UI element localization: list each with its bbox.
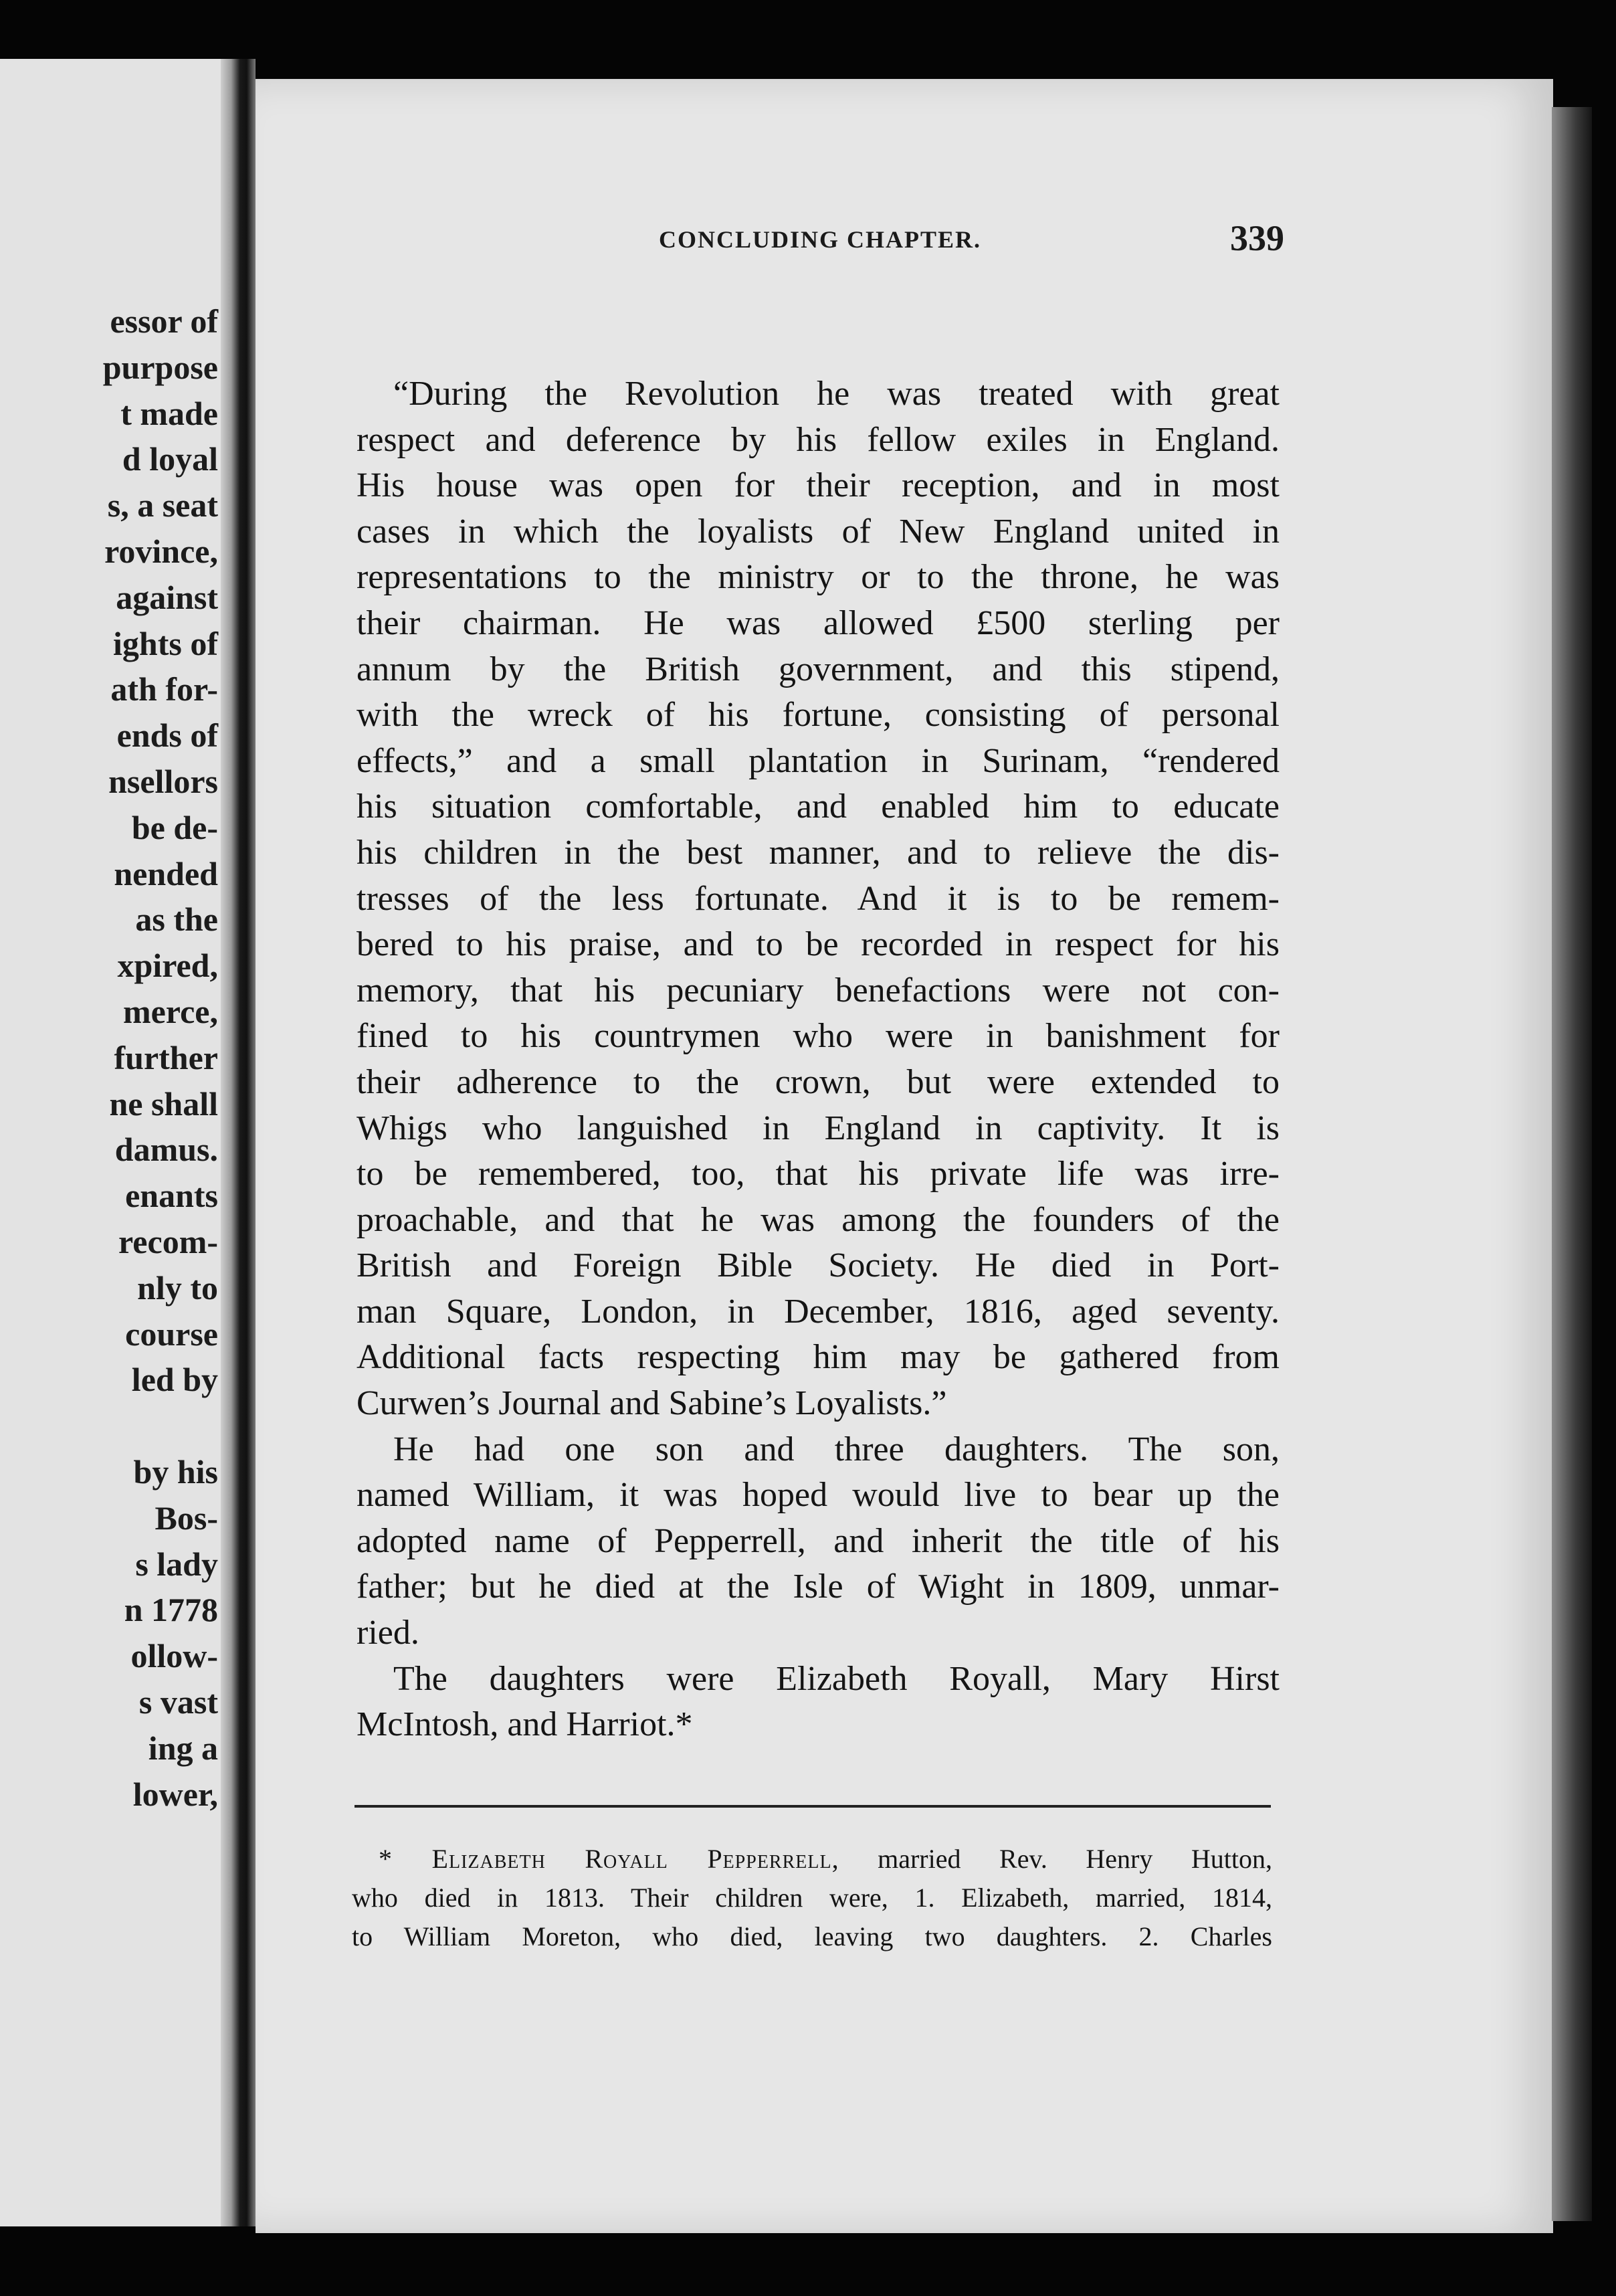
left-page-line: s lady	[135, 1545, 218, 1583]
text-line: to be remembered, too, that his private life was irre-	[357, 1155, 1280, 1193]
left-page-line: Bos-	[155, 1499, 218, 1537]
text-line: adopted name of Pepperrell, and inherit the title of his	[357, 1521, 1280, 1560]
text-line: with the wreck of his fortune, consisting of personal	[357, 696, 1280, 735]
left-page-line: t made	[120, 394, 218, 432]
text-line: proachable, and that he was among the founders of the	[357, 1200, 1280, 1239]
footnote-line: who died in 1813. Their children were, 1. Elizabeth, married, 1814,	[352, 1883, 1272, 1913]
text-line: He had one son and three daughters. The son,	[393, 1430, 1280, 1468]
text-line: tresses of the less fortunate. And it is to be remem-	[357, 879, 1280, 918]
text-line: their adherence to the crown, but were extended to	[357, 1062, 1280, 1101]
text-line: cases in which the loyalists of New England united in	[357, 512, 1280, 551]
left-page-line: ollow-	[130, 1637, 218, 1675]
left-page-line: essor of	[110, 302, 218, 340]
running-head: CONCLUDING CHAPTER.	[659, 226, 982, 253]
left-page-line: ing a	[148, 1729, 218, 1767]
left-page-line: nsellors	[108, 763, 218, 800]
footnote-text: married Rev. Henry Hutton,	[839, 1844, 1272, 1874]
text-line: The daughters were Elizabeth Royall, Mary Hirst	[393, 1659, 1280, 1698]
left-page-line: merce,	[122, 993, 218, 1030]
text-line: Curwen’s Journal and Sabine’s Loyalists.”	[357, 1384, 947, 1423]
left-page-line: enants	[125, 1177, 218, 1215]
left-page-line: course	[125, 1315, 218, 1353]
text-line: effects,” and a small plantation in Surinam, “rendered	[357, 741, 1280, 780]
text-line: his children in the best manner, and to relieve the dis-	[357, 833, 1280, 872]
page-number: 339	[1230, 218, 1284, 258]
text-line: ried.	[357, 1614, 419, 1652]
text-line: annum by the British government, and this stipend,	[357, 650, 1280, 688]
left-page-line: purpose	[102, 348, 218, 386]
left-page-line: ne shall	[109, 1084, 218, 1123]
left-page-line: d loyal	[122, 440, 218, 478]
text-line: bered to his praise, and to be recorded in respect for his	[357, 925, 1280, 964]
left-page-line: against	[116, 578, 218, 616]
text-line: Whigs who languished in England in captivity. It is	[357, 1109, 1280, 1147]
text-line: man Square, London, in December, 1816, aged seventy.	[357, 1292, 1280, 1331]
left-page	[0, 59, 221, 2226]
text-line: fined to his countrymen who were in banishment for	[357, 1017, 1280, 1056]
footnote-rule	[355, 1805, 1271, 1808]
left-page-line: s, a seat	[107, 486, 218, 524]
footnote-line	[352, 1840, 1272, 1879]
left-page-line: as the	[135, 900, 218, 939]
footnote-line: to William Moreton, who died, leaving two daughters. 2. Charles	[352, 1921, 1272, 1951]
body-text	[357, 371, 1280, 1748]
text-line: their chairman. He was allowed £500 sterling per	[357, 603, 1280, 642]
text-line: Additional facts respecting him may be gathered from	[357, 1338, 1280, 1377]
text-line: his situation comfortable, and enabled him to educate	[357, 787, 1280, 826]
left-page-line: lower,	[132, 1775, 218, 1813]
left-page-line: xpired,	[117, 947, 218, 985]
left-page-line: further	[114, 1038, 218, 1076]
left-page-line: n 1778	[124, 1591, 218, 1629]
text-line: representations to the ministry or to the throne, he was	[357, 558, 1280, 597]
text-line: named William, it was hoped would live to bear up the	[357, 1476, 1280, 1515]
left-page-line: recom-	[118, 1223, 218, 1260]
left-page-line: nended	[114, 854, 218, 892]
book-gutter	[221, 59, 256, 2226]
left-page-line: damus.	[114, 1131, 218, 1169]
left-page-line: ights of	[113, 624, 218, 662]
footnote	[352, 1840, 1272, 1956]
left-page-line: nly to	[137, 1268, 218, 1307]
text-line: memory, that his pecuniary benefactions were not con-	[357, 971, 1280, 1010]
text-line: father; but he died at the Isle of Wight in 1809, unmar-	[357, 1567, 1280, 1606]
left-page-line: by his	[133, 1453, 218, 1491]
text-line: McIntosh, and Harriot.*	[357, 1705, 693, 1744]
text-line: British and Foreign Bible Society. He died in Port-	[357, 1246, 1280, 1285]
left-page-line: ends of	[116, 716, 218, 755]
left-page-line: s vast	[138, 1683, 218, 1721]
text-line: His house was open for their reception, and in most	[357, 466, 1280, 505]
footnote-name: * Elizabeth Royall Pepperrell,	[379, 1844, 839, 1874]
page-edge	[1552, 107, 1592, 2221]
left-page-line: ath for-	[110, 670, 218, 708]
left-page-line: led by	[131, 1361, 218, 1399]
left-page-line: be de-	[131, 808, 218, 846]
left-page-line: rovince,	[104, 533, 218, 570]
text-line: “During the Revolution he was treated with great	[393, 375, 1280, 413]
page-header	[391, 217, 1284, 258]
text-line: respect and deference by his fellow exiles in England.	[357, 420, 1280, 459]
